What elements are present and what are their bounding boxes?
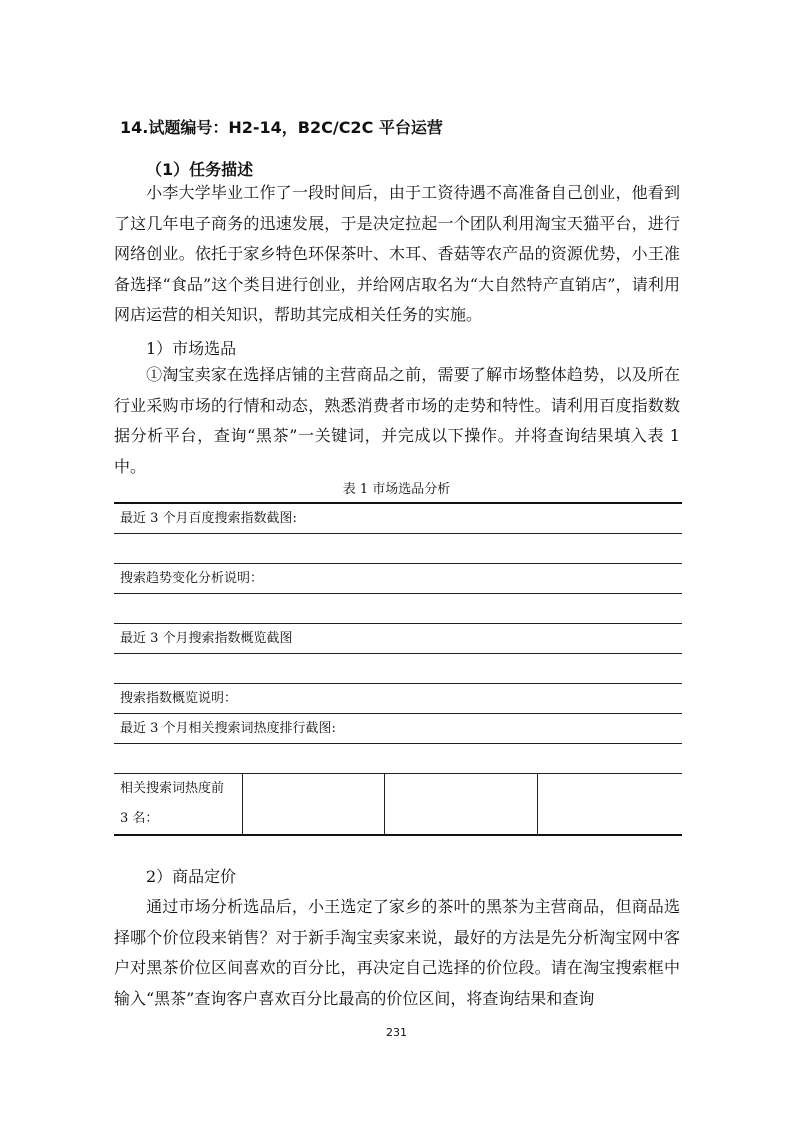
page-number: 231 [386,1026,407,1039]
section2-title [114,862,680,893]
table-caption: 表 1 市场选品分析 [342,482,451,497]
answer-cell-1 [243,774,385,836]
table-cell: 最近 3 个月相关搜索词热度排行截图: [114,714,682,744]
table-row [114,564,682,594]
table-cell: 最近 3 个月百度搜索指数截图: [114,503,682,534]
task-description-title: （1）任务描述 [146,160,254,179]
table-row [114,534,682,564]
table-cell [114,744,682,774]
section2-paragraph [114,892,680,1014]
table-row [114,774,682,836]
answer-cell-2 [385,774,538,836]
intro-text: 小李大学毕业工作了一段时间后，由于工资待遇不高准备自己创业，他看到了这几年电子商务的迅速发展，于是决定拉起一个团队利用淘宝天猫平台，进行网络创业。依托于家乡特色环保茶叶、木耳、香菇等农产品的资源优势，小王准备选择“食品”这个类目进行创业，并给网店取名为“大自然特产直销店”，请利用网店运营的相关知识，帮助其完成相关任务的实施。 [114,183,680,324]
intro-paragraph [114,178,680,331]
table-row [114,624,682,654]
table-row [114,594,682,624]
section1-title-text: 1）市场选品 [146,339,237,358]
table-cell [114,654,682,684]
table-cell: 搜索趋势变化分析说明： [114,564,682,594]
table-cell: 最近 3 个月搜索指数概览截图 [114,624,682,654]
table-cell [114,594,682,624]
section2-text: 通过市场分析选品后，小王选定了家乡的茶叶的黑茶为主营商品，但商品选择哪个价位段来销售？对于新手淘宝卖家来说，最好的方法是先分析淘宝网中客户对黑茶价位区间喜欢的百分比，再决定自己选择的价位段。请在淘宝搜索框中输入“黑茶”查询客户喜欢百分比最高的价位区间，将查询结果和查询 [114,897,680,1008]
table-row [114,654,682,684]
section1-text: ①淘宝卖家在选择店铺的主营商品之前，需要了解市场整体趋势，以及所在行业采购市场的行情和动态，熟悉消费者市场的走势和特性。请利用百度指数数据分析平台，查询“黑茶”一关键词，并完成以下操作。并将查询结果填入表 1 中。 [114,365,680,476]
table-row [114,744,682,774]
table-cell [114,534,682,564]
table-cell: 搜索指数概览说明： [114,684,682,714]
question-heading: 14.试题编号：H2-14，B2C/C2C 平台运营 [120,118,443,137]
answer-cell-3 [538,774,683,836]
market-selection-table [114,502,682,836]
table-row [114,714,682,744]
table-row [114,503,682,534]
top3-label: 相关搜索词热度前 3 名： [114,774,243,836]
section1-paragraph [114,360,680,482]
section2-title-text: 2）商品定价 [146,867,237,886]
table-row [114,684,682,714]
